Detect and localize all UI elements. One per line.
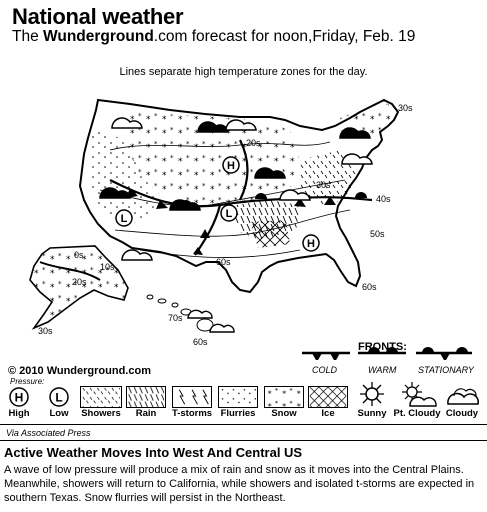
low-pressure-marker [221,205,237,221]
warm-front-label: WARM [368,365,397,375]
subtitle-brand: Wunderground [43,28,154,45]
svg-text:H: H [227,160,235,172]
legend-label-low: Low [49,408,69,419]
ice-swatch-icon [308,386,348,408]
subtitle-prefix: The [12,28,44,45]
svg-text:H: H [14,390,24,405]
temp-label: 40s [376,194,391,204]
temp-label: 20s [72,277,87,287]
legend-label-cloudy: Cloudy [445,408,479,419]
subtitle-suffix: .com forecast for noon,Friday, Feb. 19 [153,28,416,45]
stationary-front-symbol [416,347,472,360]
copyright-text: © 2010 Wunderground.com [8,365,151,377]
divider [0,440,487,441]
temp-label: 60s [193,337,208,347]
legend-label-snow: Snow [271,408,297,419]
page-subtitle [12,28,415,46]
showers-swatch-icon [80,386,122,408]
snow-swatch-icon [264,386,304,408]
cold-front-symbol [302,353,350,360]
divider [0,424,487,425]
cloudy-icon [442,380,482,410]
legend-label-showers: Showers [81,408,121,419]
legend-label-tstorms: T-storms [171,408,213,419]
cold-front-label: COLD [312,365,338,375]
temp-label: 20s [246,138,261,148]
legend-label-high: High [8,408,30,419]
low-pressure-marker [116,210,132,226]
flurries-swatch-icon [218,386,258,408]
partly-cloudy-icon [392,380,442,410]
temp-label: 10s [100,262,115,272]
tstorms-swatch-icon [172,386,212,408]
temp-label: 30s [316,180,331,190]
fronts-heading: FRONTS: [358,341,407,353]
high-pressure-marker [223,157,239,173]
sunny-icon [354,380,390,410]
legend-label-pt-cloudy: Pt. Cloudy [393,408,441,419]
credit-text: Via Associated Press [6,428,91,438]
temp-label: 30s [38,326,53,336]
temp-label: 60s [362,282,377,292]
temp-label: 30s [398,103,413,113]
legend-label-flurries: Flurries [220,408,256,419]
temp-label: 70s [168,313,183,323]
temp-label: 60s [216,257,231,267]
page-title: National weather [12,4,184,29]
temp-label: 50s [370,229,385,239]
stationary-front-label: STATIONARY [418,365,474,375]
story-headline: Active Weather Moves Into West And Central US [4,445,303,460]
story-body: A wave of low pressure will produce a mix of rain and snow as it moves into the Central Plains. Meanwhile, showers will return to California, while showers and isolated t-storms are expected in southern Texas. Snow flurries will persist in the Northeast. [4,464,475,504]
rain-swatch-icon [126,386,166,408]
svg-text:L: L [55,390,63,405]
legend-label-ice: Ice [321,408,335,419]
temp-label: 0s [74,250,84,260]
legend-label-sunny: Sunny [357,408,387,419]
legend-label-rain: Rain [135,408,157,419]
map-caption: Lines separate high temperature zones for the day. [119,66,368,78]
high-pressure-marker [303,235,319,251]
us-weather-map [0,80,487,360]
pressure-legend-label: Pressure: [10,377,45,386]
svg-text:H: H [307,238,315,250]
svg-text:L: L [225,208,233,220]
svg-text:L: L [120,213,128,225]
